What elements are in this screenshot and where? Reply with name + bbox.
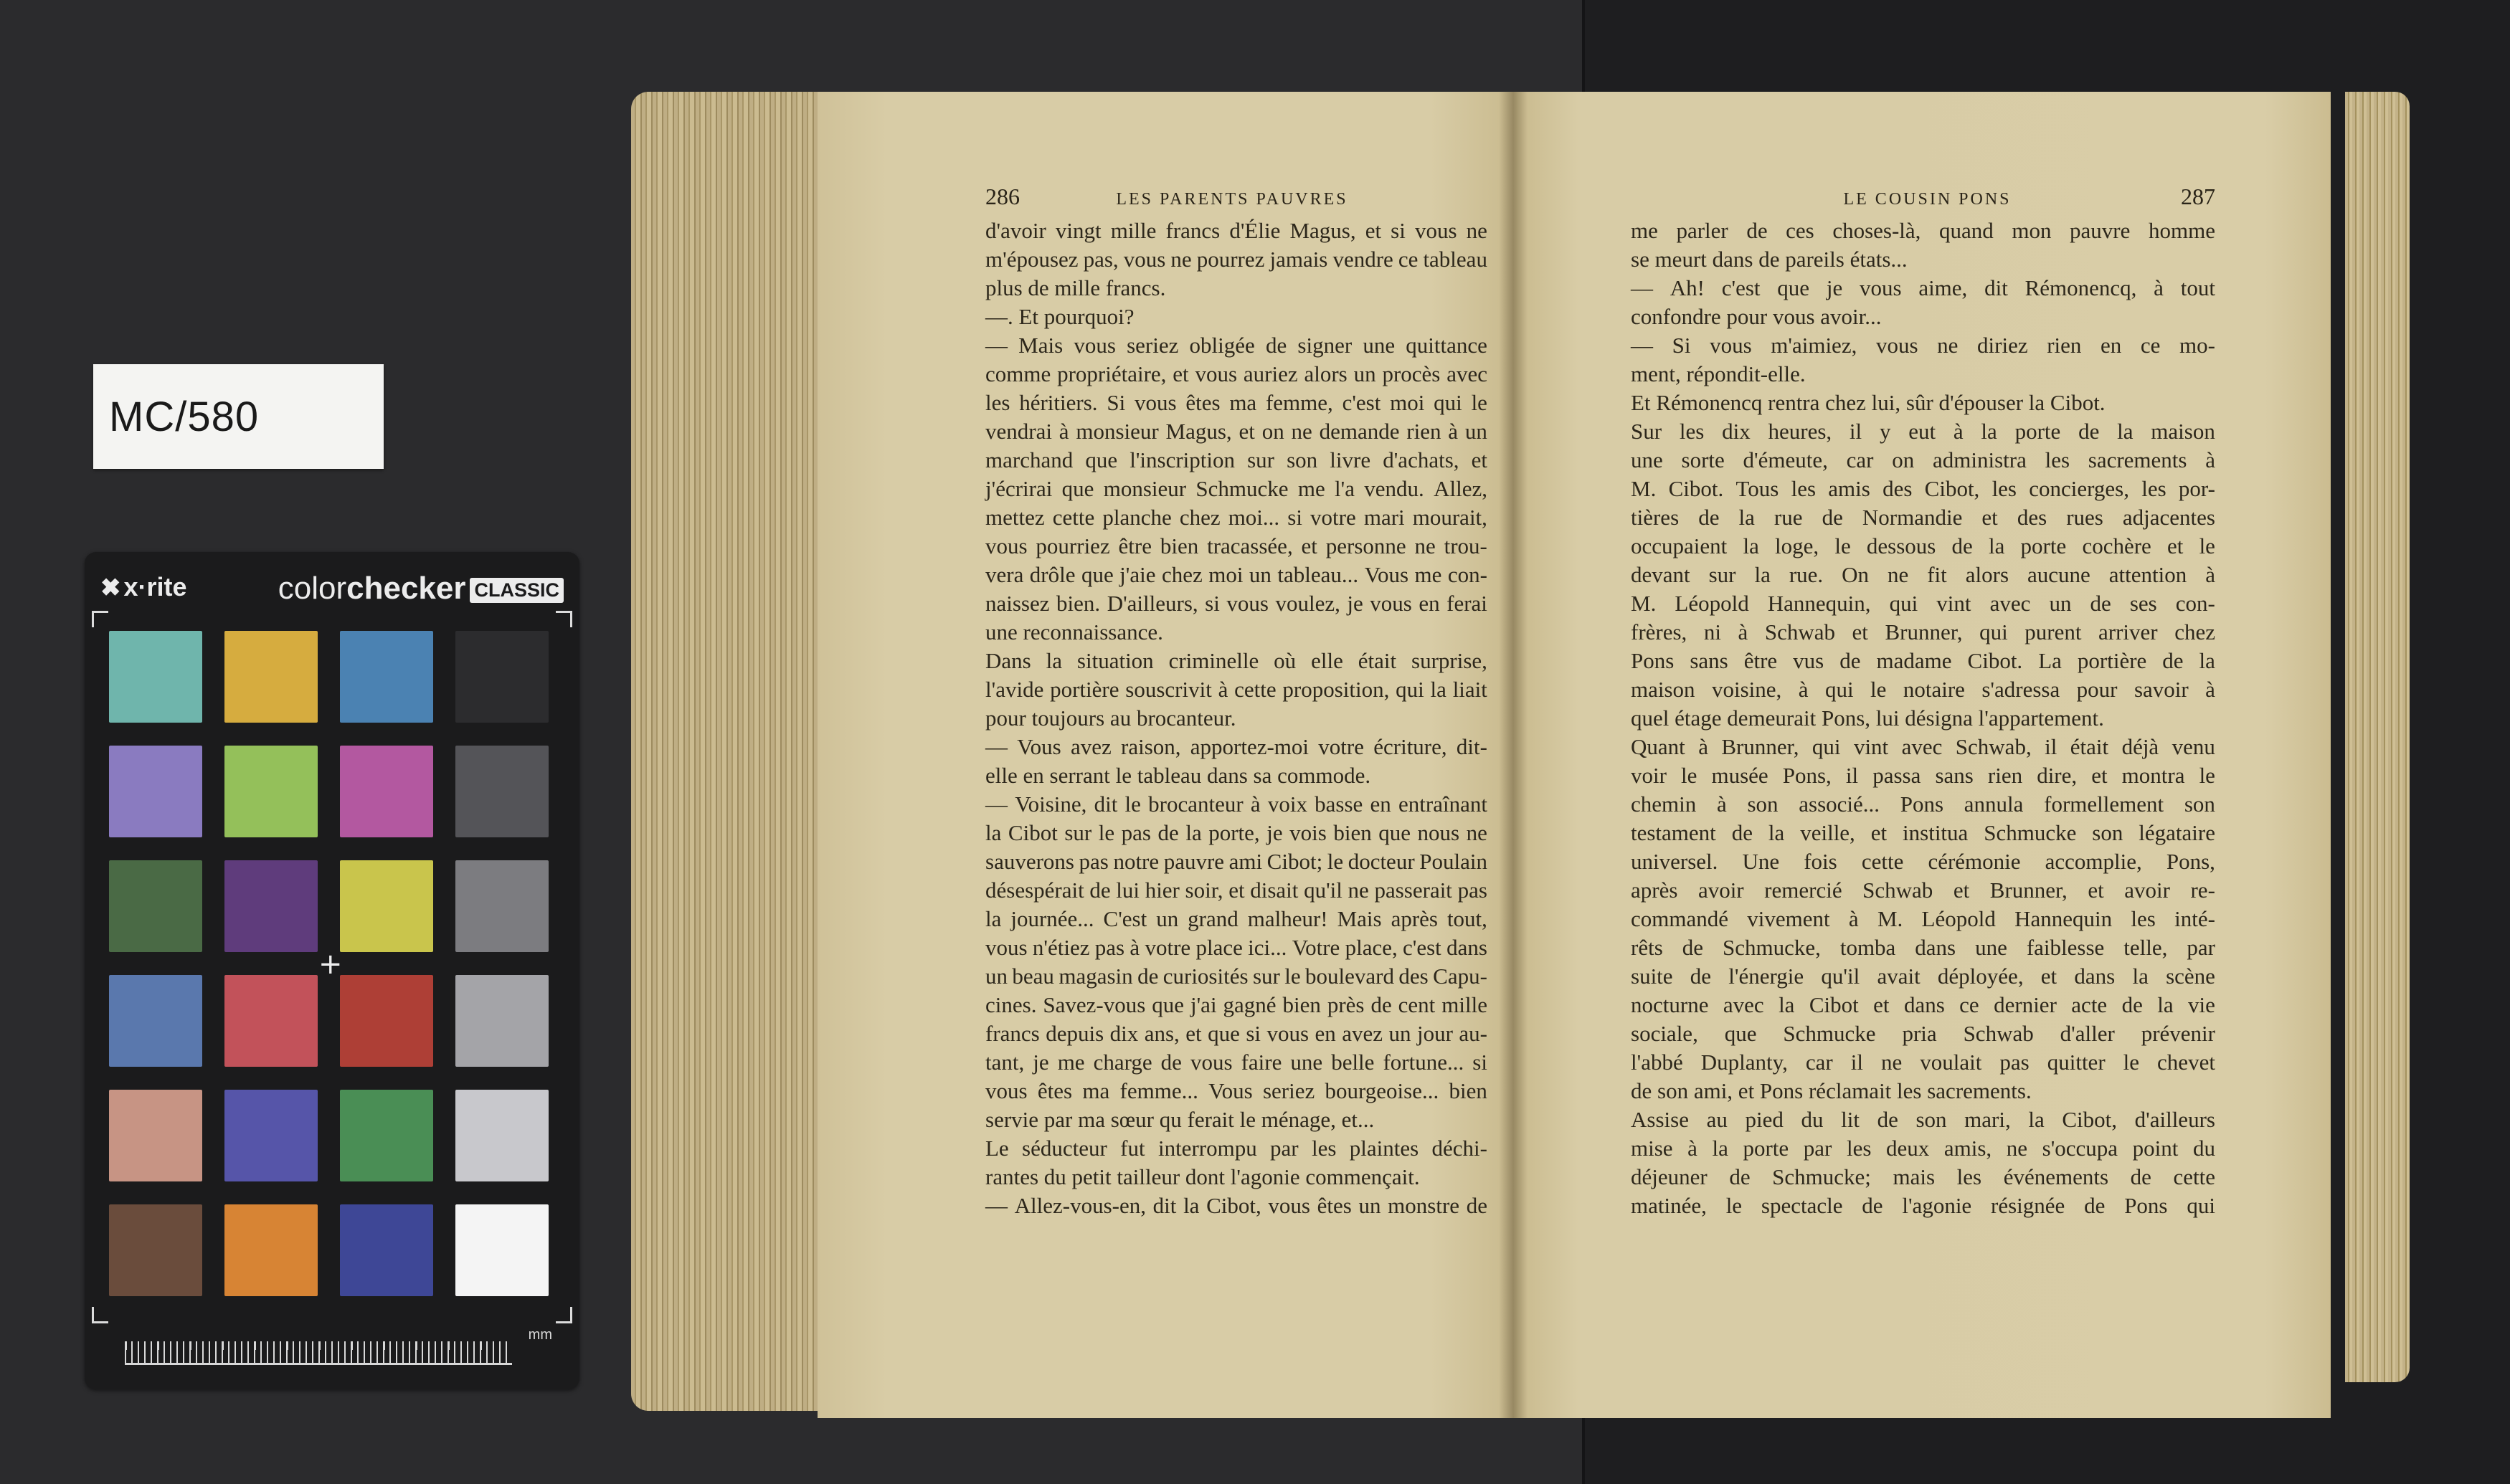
color-patch	[109, 746, 202, 837]
color-patch	[340, 975, 433, 1067]
text-line: d'avoir vingt mille francs d'Élie Magus, et si vous ne	[985, 218, 1487, 243]
color-patch	[340, 631, 433, 723]
color-patch	[455, 975, 549, 1067]
color-patch	[224, 860, 318, 952]
color-patch	[224, 1204, 318, 1296]
color-patch	[455, 1090, 549, 1181]
text-line: de son ami, et Pons réclamait les sacrements.	[1631, 1078, 2032, 1103]
text-line: rêts de Schmucke, tomba dans une faiblesse telle, par	[1631, 935, 2215, 960]
text-line: une reconnaissance.	[985, 619, 1163, 645]
text-line: comme propriétaire, et vous auriez alors un procès avec	[985, 361, 1487, 386]
text-line: M. Cibot. Tous les amis des Cibot, les concierges, les por-	[1631, 476, 2215, 501]
page-edges-left	[631, 92, 846, 1411]
text-line: universel. Une fois cette cérémonie accomplie, Pons,	[1631, 849, 2215, 874]
text-line: Dans la situation criminelle où elle était surprise,	[985, 648, 1487, 673]
text-line: naissez bien. D'ailleurs, si vous voulez, je vous en ferai	[985, 591, 1487, 616]
crosshair-icon: +	[318, 948, 343, 981]
text-line: vendrai à monsieur Magus, et on ne demande rien à un	[985, 419, 1487, 444]
left-page-text	[985, 217, 1487, 1220]
text-line: mise à la porte par les deux amis, ne s'occupa point du	[1631, 1136, 2215, 1161]
text-line: pour toujours au brocanteur.	[985, 705, 1236, 731]
corner-mark	[92, 611, 108, 627]
text-line: testament de la veille, et institua Schmucke son légataire	[1631, 820, 2215, 845]
text-line: —. Et pourquoi?	[985, 304, 1135, 329]
text-line: un beau magasin de curiosités sur le boulevard des Capu-	[985, 964, 1487, 989]
text-line: voir le musée Pons, il passa sans rien dire, et montra le	[1631, 763, 2215, 788]
text-line: j'écrirai que monsieur Schmucke me l'a vendu. Allez,	[985, 476, 1487, 501]
text-line: maison voisine, à qui le notaire s'adressa pour savoir à	[1631, 677, 2215, 702]
xrite-logo-icon: ✖	[100, 574, 121, 601]
text-line: frères, ni à Schwab et Brunner, qui purent arriver chez	[1631, 619, 2215, 645]
corner-mark	[92, 1307, 108, 1323]
checker-brand	[100, 572, 187, 602]
text-line: m'épousez pas, vous ne pourrez jamais vendre ce tableau	[985, 247, 1487, 272]
text-line: vous n'étiez pas à votre place ici... Votre place, c'est dans	[985, 935, 1487, 960]
right-page-number: 287	[2181, 184, 2215, 209]
text-line: l'avide portière souscrivit à cette proposition, qui la liait	[985, 677, 1487, 702]
text-line: cines. Savez-vous que j'ai gagné bien près de cent mille	[985, 992, 1487, 1017]
checker-badge: CLASSIC	[470, 578, 564, 603]
text-line: quel étage demeurait Pons, lui désigna l'appartement.	[1631, 705, 2104, 731]
text-line: déjeuner de Schmucke; mais les événements de cette	[1631, 1164, 2215, 1189]
text-line: matinée, le spectacle de l'agonie résignée de Pons qui	[1631, 1193, 2215, 1218]
checker-title-bold: checker	[346, 571, 466, 606]
text-line: occupaient la loge, le dessous de la porte cochère et le	[1631, 533, 2215, 558]
text-line: se meurt dans de pareils états...	[1631, 247, 1908, 272]
text-line: francs depuis dix ans, et que si vous en avez un jour au-	[985, 1021, 1487, 1046]
corner-mark	[556, 1307, 572, 1323]
text-line: après avoir remercié Schwab et Brunner, et avoir re-	[1631, 877, 2215, 903]
text-line: — Voisine, dit le brocanteur à voix basse en entraînant	[985, 791, 1487, 817]
right-page-header	[1631, 184, 2215, 210]
text-line: sauverons pas notre pauvre ami Cibot; le docteur Poulain	[985, 849, 1487, 874]
text-line: l'abbé Duplanty, car il ne voulait pas quitter le chevet	[1631, 1050, 2215, 1075]
text-line: devant sur la rue. On ne fit alors aucune attention à	[1631, 562, 2215, 587]
text-line: — Ah! c'est que je vous aime, dit Rémonencq, à tout	[1631, 275, 2215, 300]
text-line: les héritiers. Si vous êtes ma femme, c'est moi qui le	[985, 390, 1487, 415]
text-line: Quant à Brunner, qui vint avec Schwab, il était déjà venu	[1631, 734, 2215, 759]
mm-ruler	[125, 1341, 512, 1365]
catalog-label	[93, 364, 384, 469]
right-running-head: LE COUSIN PONS	[1843, 190, 2012, 209]
text-line: chemin à son associé... Pons annula formellement son	[1631, 791, 2215, 817]
text-line: Le séducteur fut interrompu par les plaintes déchi-	[985, 1136, 1487, 1161]
corner-mark	[556, 611, 572, 627]
text-line: servie par ma sœur qu ferait le ménage, et...	[985, 1107, 1375, 1132]
color-patch	[109, 975, 202, 1067]
color-patch	[224, 1090, 318, 1181]
text-line: rantes du petit tailleur dont l'agonie commençait.	[985, 1164, 1420, 1189]
text-line: une sorte d'émeute, car on administra les sacrements à	[1631, 447, 2215, 472]
text-line: elle en serrant le tableau dans sa commode.	[985, 763, 1371, 788]
left-page-number: 286	[985, 184, 1020, 209]
text-line: Sur les dix heures, il y eut à la porte de la maison	[1631, 419, 2215, 444]
text-line: la Cibot sur le pas de la porte, je vois bien que nous ne	[985, 820, 1487, 845]
color-patch	[224, 975, 318, 1067]
color-patch	[109, 860, 202, 952]
text-line: Et Rémonencq rentra chez lui, sûr d'épouser la Cibot.	[1631, 390, 2106, 415]
text-line: tant, je me charge de vous faire une belle fortune... si	[985, 1050, 1487, 1075]
text-line: marchand que l'inscription sur son livre d'achats, et	[985, 447, 1487, 472]
text-line: suite de l'énergie qu'il avait déployée, et dans la scène	[1631, 964, 2215, 989]
text-line: — Si vous m'aimiez, vous ne diriez rien en ce mo-	[1631, 333, 2215, 358]
right-page-text	[1631, 217, 2215, 1220]
text-line: mettez cette planche chez moi... si votre mari mourait,	[985, 505, 1487, 530]
text-line: tières de la rue de Normandie et des rues adjacentes	[1631, 505, 2215, 530]
text-line: — Allez-vous-en, dit la Cibot, vous êtes un monstre de	[985, 1193, 1487, 1218]
text-line: me parler de ces choses-là, quand mon pauvre homme	[1631, 218, 2215, 243]
color-patch	[340, 860, 433, 952]
checker-title	[278, 571, 564, 607]
checker-brand-text: x·rite	[123, 572, 187, 601]
text-line: — Vous avez raison, apportez-moi votre écriture, dit-	[985, 734, 1487, 759]
text-line: nocturne avec la Cibot et dans ce dernier acte de la vie	[1631, 992, 2215, 1017]
color-patch	[455, 631, 549, 723]
text-line: ment, répondit-elle.	[1631, 361, 1806, 386]
color-patch	[224, 631, 318, 723]
color-patch	[109, 631, 202, 723]
catalog-label-text: MC/580	[109, 393, 260, 440]
ruler-unit: mm	[528, 1327, 552, 1343]
text-line: plus de mille francs.	[985, 275, 1166, 300]
text-line: M. Léopold Hannequin, qui vint avec un de ses con-	[1631, 591, 2215, 616]
text-line: vera drôle que j'aie chez moi un tableau... Vous me con-	[985, 562, 1487, 587]
text-line: — Mais vous seriez obligée de signer une quittance	[985, 333, 1487, 358]
text-line: la journée... C'est un grand malheur! Mais après tout,	[985, 906, 1487, 931]
color-patch	[455, 860, 549, 952]
color-checker-card	[85, 552, 579, 1389]
color-patch	[109, 1090, 202, 1181]
left-running-head: LES PARENTS PAUVRES	[1116, 190, 1348, 209]
checker-title-light: color	[278, 571, 347, 606]
left-page-header	[985, 184, 1487, 210]
text-line: Assise au pied du lit de son mari, la Cibot, d'ailleurs	[1631, 1107, 2215, 1132]
text-line: commandé vivement à M. Léopold Hannequin les inté-	[1631, 906, 2215, 931]
color-patch	[109, 1204, 202, 1296]
color-patch	[224, 746, 318, 837]
color-patch	[340, 746, 433, 837]
color-patch	[340, 1090, 433, 1181]
color-patch	[340, 1204, 433, 1296]
text-line: vous pourriez être bien tracassée, et personne ne trou-	[985, 533, 1487, 558]
open-book	[631, 70, 2410, 1418]
color-patch	[455, 1204, 549, 1296]
text-line: désespérait de lui hier soir, et disait qu'il ne passerait pas	[985, 877, 1487, 903]
color-patch	[455, 746, 549, 837]
book-gutter	[1499, 92, 1528, 1418]
text-line: vous êtes ma femme... Vous seriez bourgeoise... bien	[985, 1078, 1487, 1103]
page-edges-right	[2345, 92, 2410, 1382]
text-line: Pons sans être vus de madame Cibot. La portière de la	[1631, 648, 2215, 673]
text-line: sociale, que Schmucke pria Schwab d'aller prévenir	[1631, 1021, 2215, 1046]
text-line: confondre pour vous avoir...	[1631, 304, 1882, 329]
